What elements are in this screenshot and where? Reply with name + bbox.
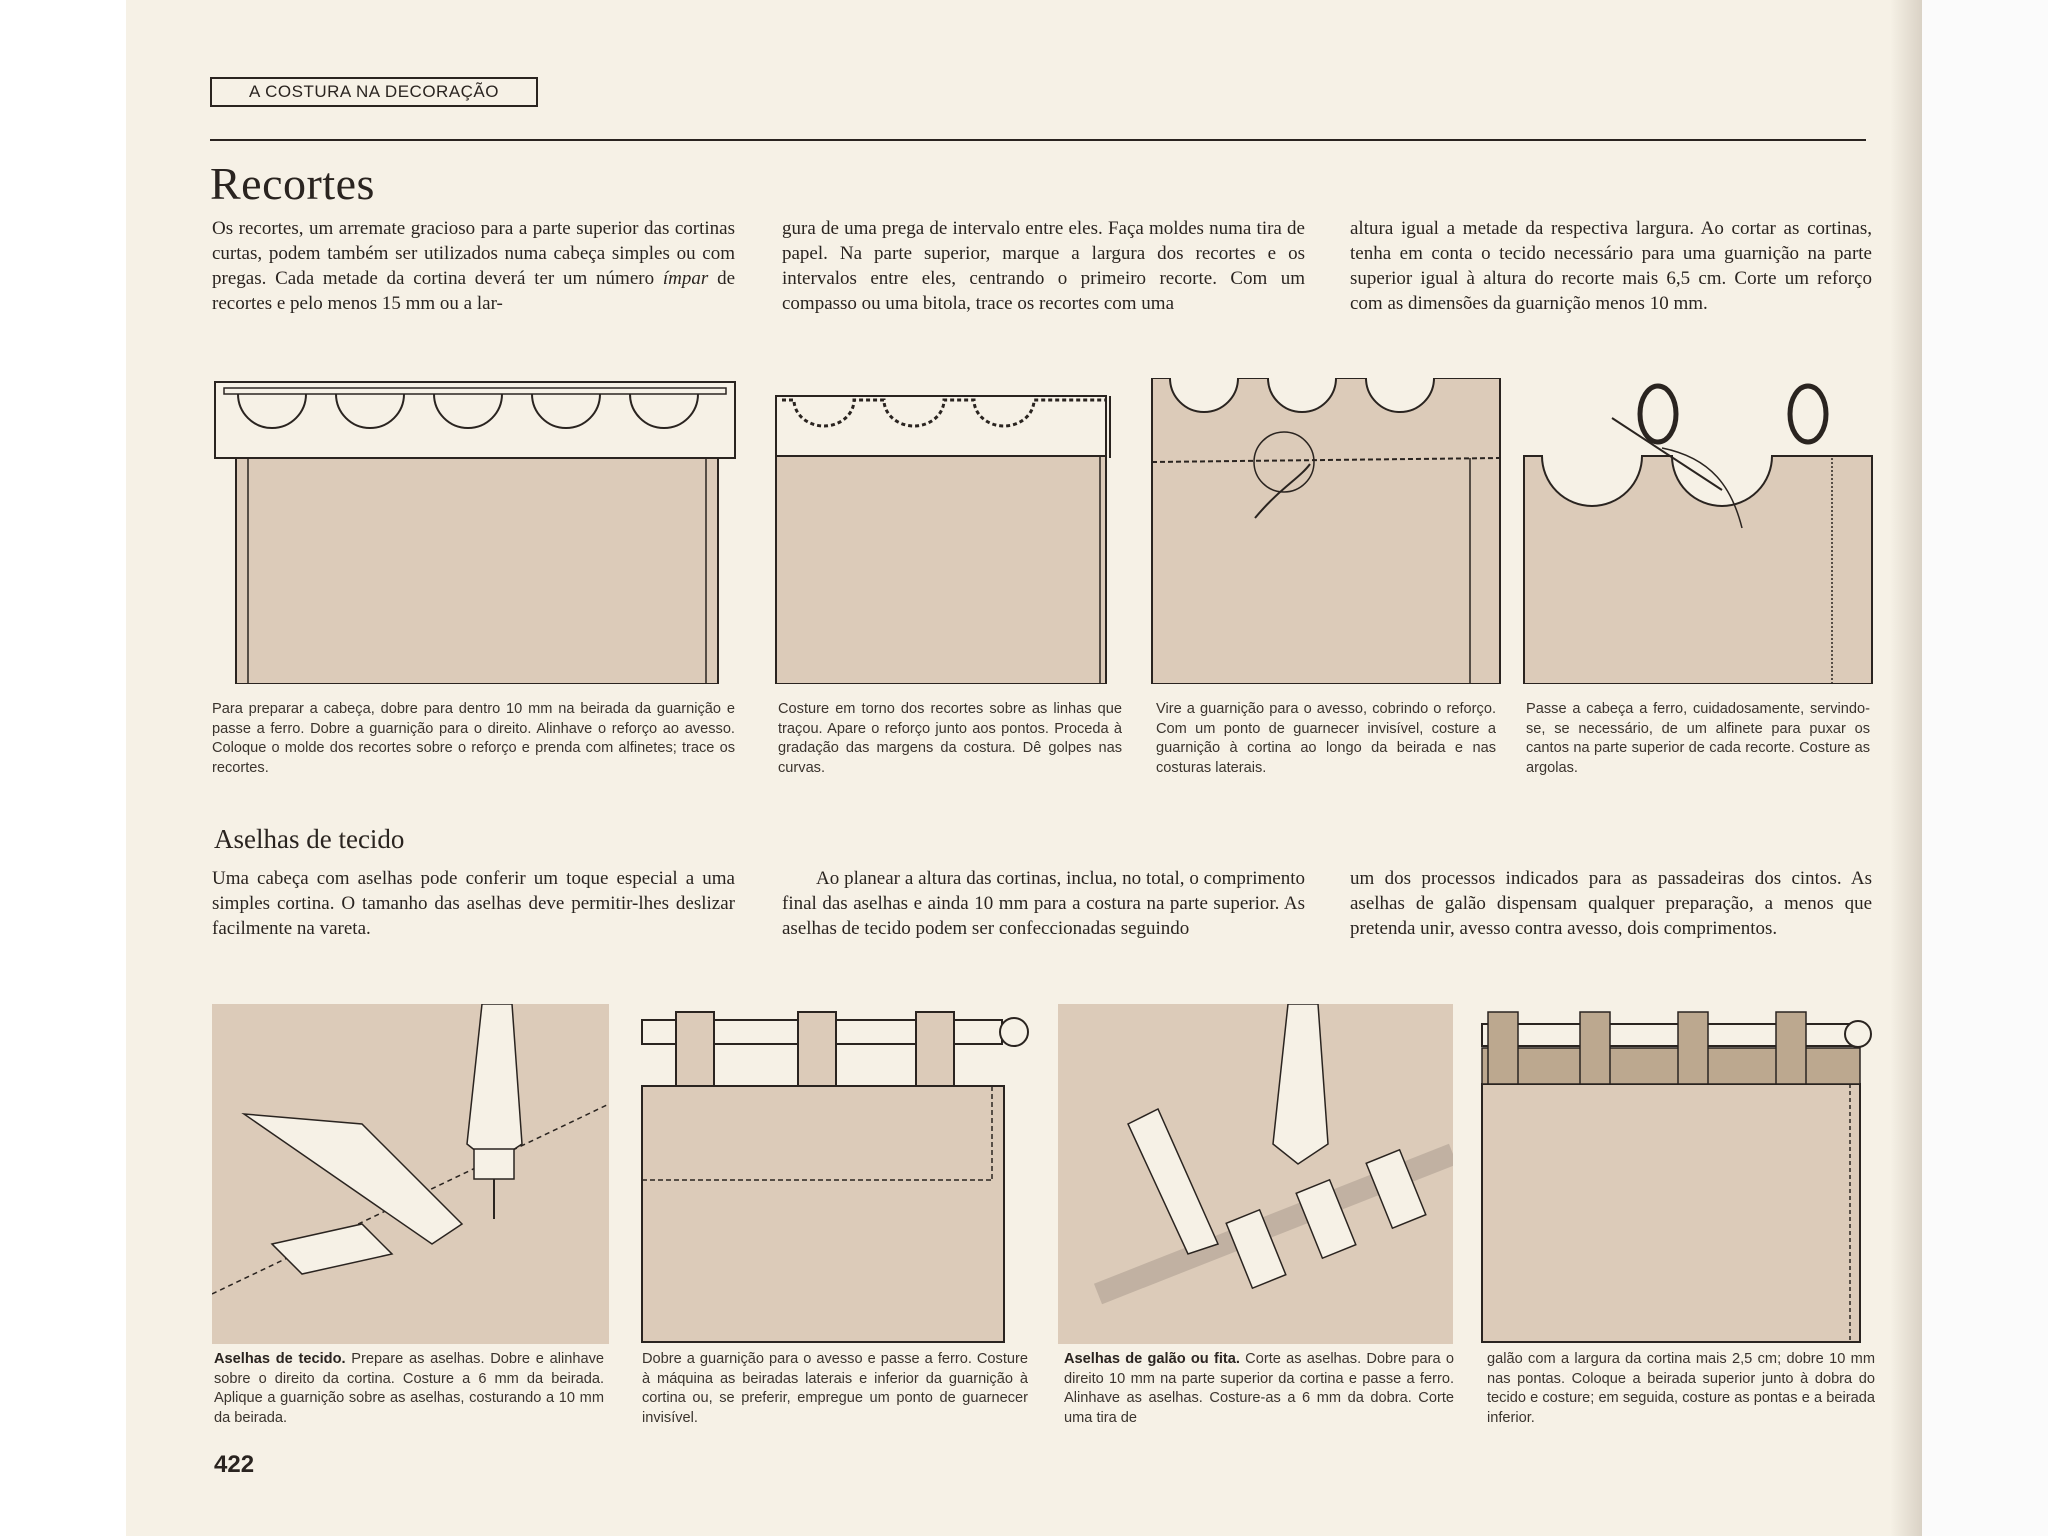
figure-facing-turned [1150,378,1502,684]
caption-top-1: Para preparar a cabeça, dobre para dentro 10 mm na beirada da guarnição e passe a ferro. Dobre a guarnição para o direito. Alinhave o reforço ao avesso. Coloque o molde dos recortes sobre o reforço e prenda com alfinetes; trace os recortes. [212,701,735,776]
loops-on-rod-illustration [640,1004,1030,1344]
caption-bottom-4: galão com a largura da cortina mais 2,5 cm; dobre 10 mm nas pontas. Coloque a beirada superior junto à dobra do tecido e costure; em seguida, costure as pontas e a beirada inferior. [1487,1351,1875,1426]
caption-bottom-1-bold: Aselhas de tecido. [214,1351,346,1367]
braid-loops-illustration [1058,1004,1453,1344]
figure-braid-curtain [1480,1004,1875,1344]
figure-sewing-loops [212,1004,609,1344]
caption-bottom-3: Aselhas de galão ou fita. Corte as aselhas. Dobre para o direito 10 mm na parte superior da cortina e passe a ferro. Alinhave as aselhas. Costure-as a 6 mm da dobra. Corte uma tira de [1064,1351,1454,1426]
caption-top-4: Passe a cabeça a ferro, cuidadosamente, servindo-se, se necessário, de um alfinete para puxar os cantos na parte superior de cada recorte. Costure as argolas. [1526,701,1870,776]
caption-bottom-3-bold: Aselhas de galão ou fita. [1064,1351,1240,1367]
loops-column-2: Ao planear a altura das cortinas, inclua, no total, o comprimento final das aselhas e ainda 10 mm para a costura na parte superior. As aselhas de tecido podem ser confeccionadas seguindo [782,868,1305,939]
intro-column-2: gura de uma prega de intervalo entre eles. Faça moldes numa tira de papel. Na parte superior, marque a largura dos recortes e os intervalos entre eles, centrando o primeiro recorte. Com um compasso ou uma bitola, trace os recortes com uma [782,218,1305,314]
section-header-label: A COSTURA NA DECORAÇÃO [249,82,499,101]
loops-column-1: Uma cabeça com aselhas pode conferir um toque especial a uma simples cortina. O tamanho das aselhas deve permitir-lhes deslizar facilmente na vareta. [212,868,735,939]
scallop-stitching-illustration [774,378,1120,684]
figure-scallop-stitching [774,378,1120,684]
intro-column-3: altura igual a metade da respectiva largura. Ao cortar as cortinas, tenha em conta o tecido necessário para uma guarnição na parte superior igual à altura do recorte mais 6,5 cm. Corte um reforço com as dimensões da guarnição menos 10 mm. [1350,218,1872,314]
header-rule [210,139,1866,141]
figure-loops-on-rod [640,1004,1030,1344]
figure-scallop-marking [212,378,739,684]
scallop-marking-illustration [212,378,739,684]
rings-illustration [1522,378,1874,684]
facing-turned-illustration [1150,378,1502,684]
braid-curtain-illustration [1480,1004,1875,1344]
page-title: Recortes [210,158,375,209]
loops-column-3: um dos processos indicados para as passadeiras dos cintos. As aselhas de galão dispensam qualquer preparação, a menos que pretenda unir, avesso contra avesso, dois comprimentos. [1350,868,1872,939]
caption-top-3: Vire a guarnição para o avesso, cobrindo o reforço. Com um ponto de guarnecer invisível, costure a guarnição à cortina ao longo da beirada e nas costuras laterais. [1156,701,1496,776]
caption-bottom-1: Aselhas de tecido. Prepare as aselhas. Dobre e alinhave sobre o direito da cortina. Costure a 6 mm da beirada. Aplique a guarnição sobre as aselhas, costurando a 10 mm da beirada. [214,1351,604,1426]
page-number: 422 [214,1451,255,1478]
caption-bottom-2: Dobre a guarnição para o avesso e passe a ferro. Costure à máquina as beiradas laterais e inferior da guarnição à cortina ou, se preferir, empregue um ponto de guarnecer invisível. [642,1351,1028,1426]
figure-braid-loops [1058,1004,1453,1344]
intro-column-1: Os recortes, um arremate gracioso para a parte superior das cortinas curtas, podem também ser utilizados numa cabeça simples ou com pregas. Cada metade da cortina deverá ter um número ímpar de recortes e pelo menos 15 mm ou a lar- [212,218,736,314]
page-spine-shadow [1890,0,1922,1536]
section-subtitle: Aselhas de tecido [214,824,405,854]
scan-margin [1922,0,2048,1536]
sewing-loops-illustration [212,1004,609,1344]
emphasis-impar: ímpar [662,268,709,289]
figure-rings-sewn [1522,378,1874,684]
caption-top-2: Costure em torno dos recortes sobre as linhas que traçou. Apare o reforço junto aos pontos. Proceda à gradação das margens da costura. Dê golpes nas curvas. [778,701,1122,776]
section-header [210,77,538,107]
